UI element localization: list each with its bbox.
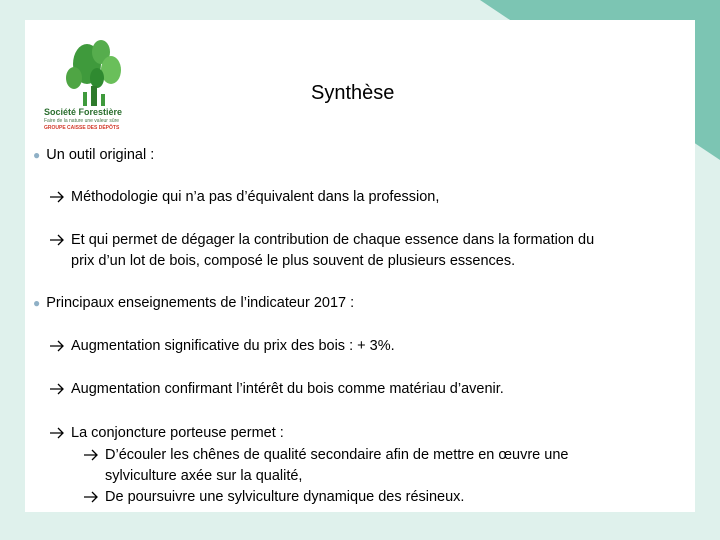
arrow-right-icon	[49, 383, 65, 395]
arrow-right-icon	[83, 491, 99, 503]
logo-name: Société Forestière	[44, 107, 123, 117]
arrow-right-icon	[49, 191, 65, 203]
arrow-right-icon	[49, 234, 65, 246]
item-text: De poursuivre une sylviculture dynamique des résineux.	[105, 489, 465, 505]
item-text: Et qui permet de dégager la contribution de chaque essence dans la formation du	[71, 232, 595, 248]
company-logo	[39, 34, 149, 134]
item-text-continued: sylviculture axée sur la qualité,	[105, 468, 303, 484]
arrow-item	[49, 187, 439, 208]
arrow-right-icon	[49, 340, 65, 352]
bullet-dot-icon: ●	[33, 148, 41, 162]
sub-arrow-item	[83, 445, 568, 466]
sub-arrow-item	[83, 487, 464, 508]
arrow-right-icon	[83, 449, 99, 461]
bullet-item	[33, 145, 154, 166]
arrow-item	[49, 379, 504, 400]
logo-group: GROUPE CAISSE DES DÉPÔTS	[44, 125, 120, 131]
item-text-continued: prix d’un lot de bois, composé le plus souvent de plusieurs essences.	[71, 253, 516, 269]
section-heading: Un outil original :	[46, 147, 155, 163]
arrow-item	[49, 230, 594, 251]
item-text: Méthodologie qui n’a pas d’équivalent dans la profession,	[71, 189, 440, 205]
bullet-dot-icon: ●	[33, 296, 41, 310]
section-heading: Principaux enseignements de l’indicateur 2017 :	[46, 295, 355, 311]
slide-title: Synthèse	[311, 82, 395, 104]
item-text: Augmentation confirmant l’intérêt du bois comme matériau d’avenir.	[71, 381, 504, 397]
arrow-item	[49, 423, 284, 444]
item-text: D’écouler les chênes de qualité secondaire afin de mettre en œuvre une	[105, 447, 569, 463]
arrow-item	[49, 336, 395, 357]
slide	[25, 20, 695, 512]
logo-tagline: Faire de la nature une valeur sûre	[44, 118, 120, 124]
tree-icon	[39, 34, 149, 106]
bullet-item	[33, 293, 354, 314]
item-text: La conjoncture porteuse permet :	[71, 425, 284, 441]
item-text: Augmentation significative du prix des bois : + 3%.	[71, 338, 395, 354]
arrow-right-icon	[49, 427, 65, 439]
